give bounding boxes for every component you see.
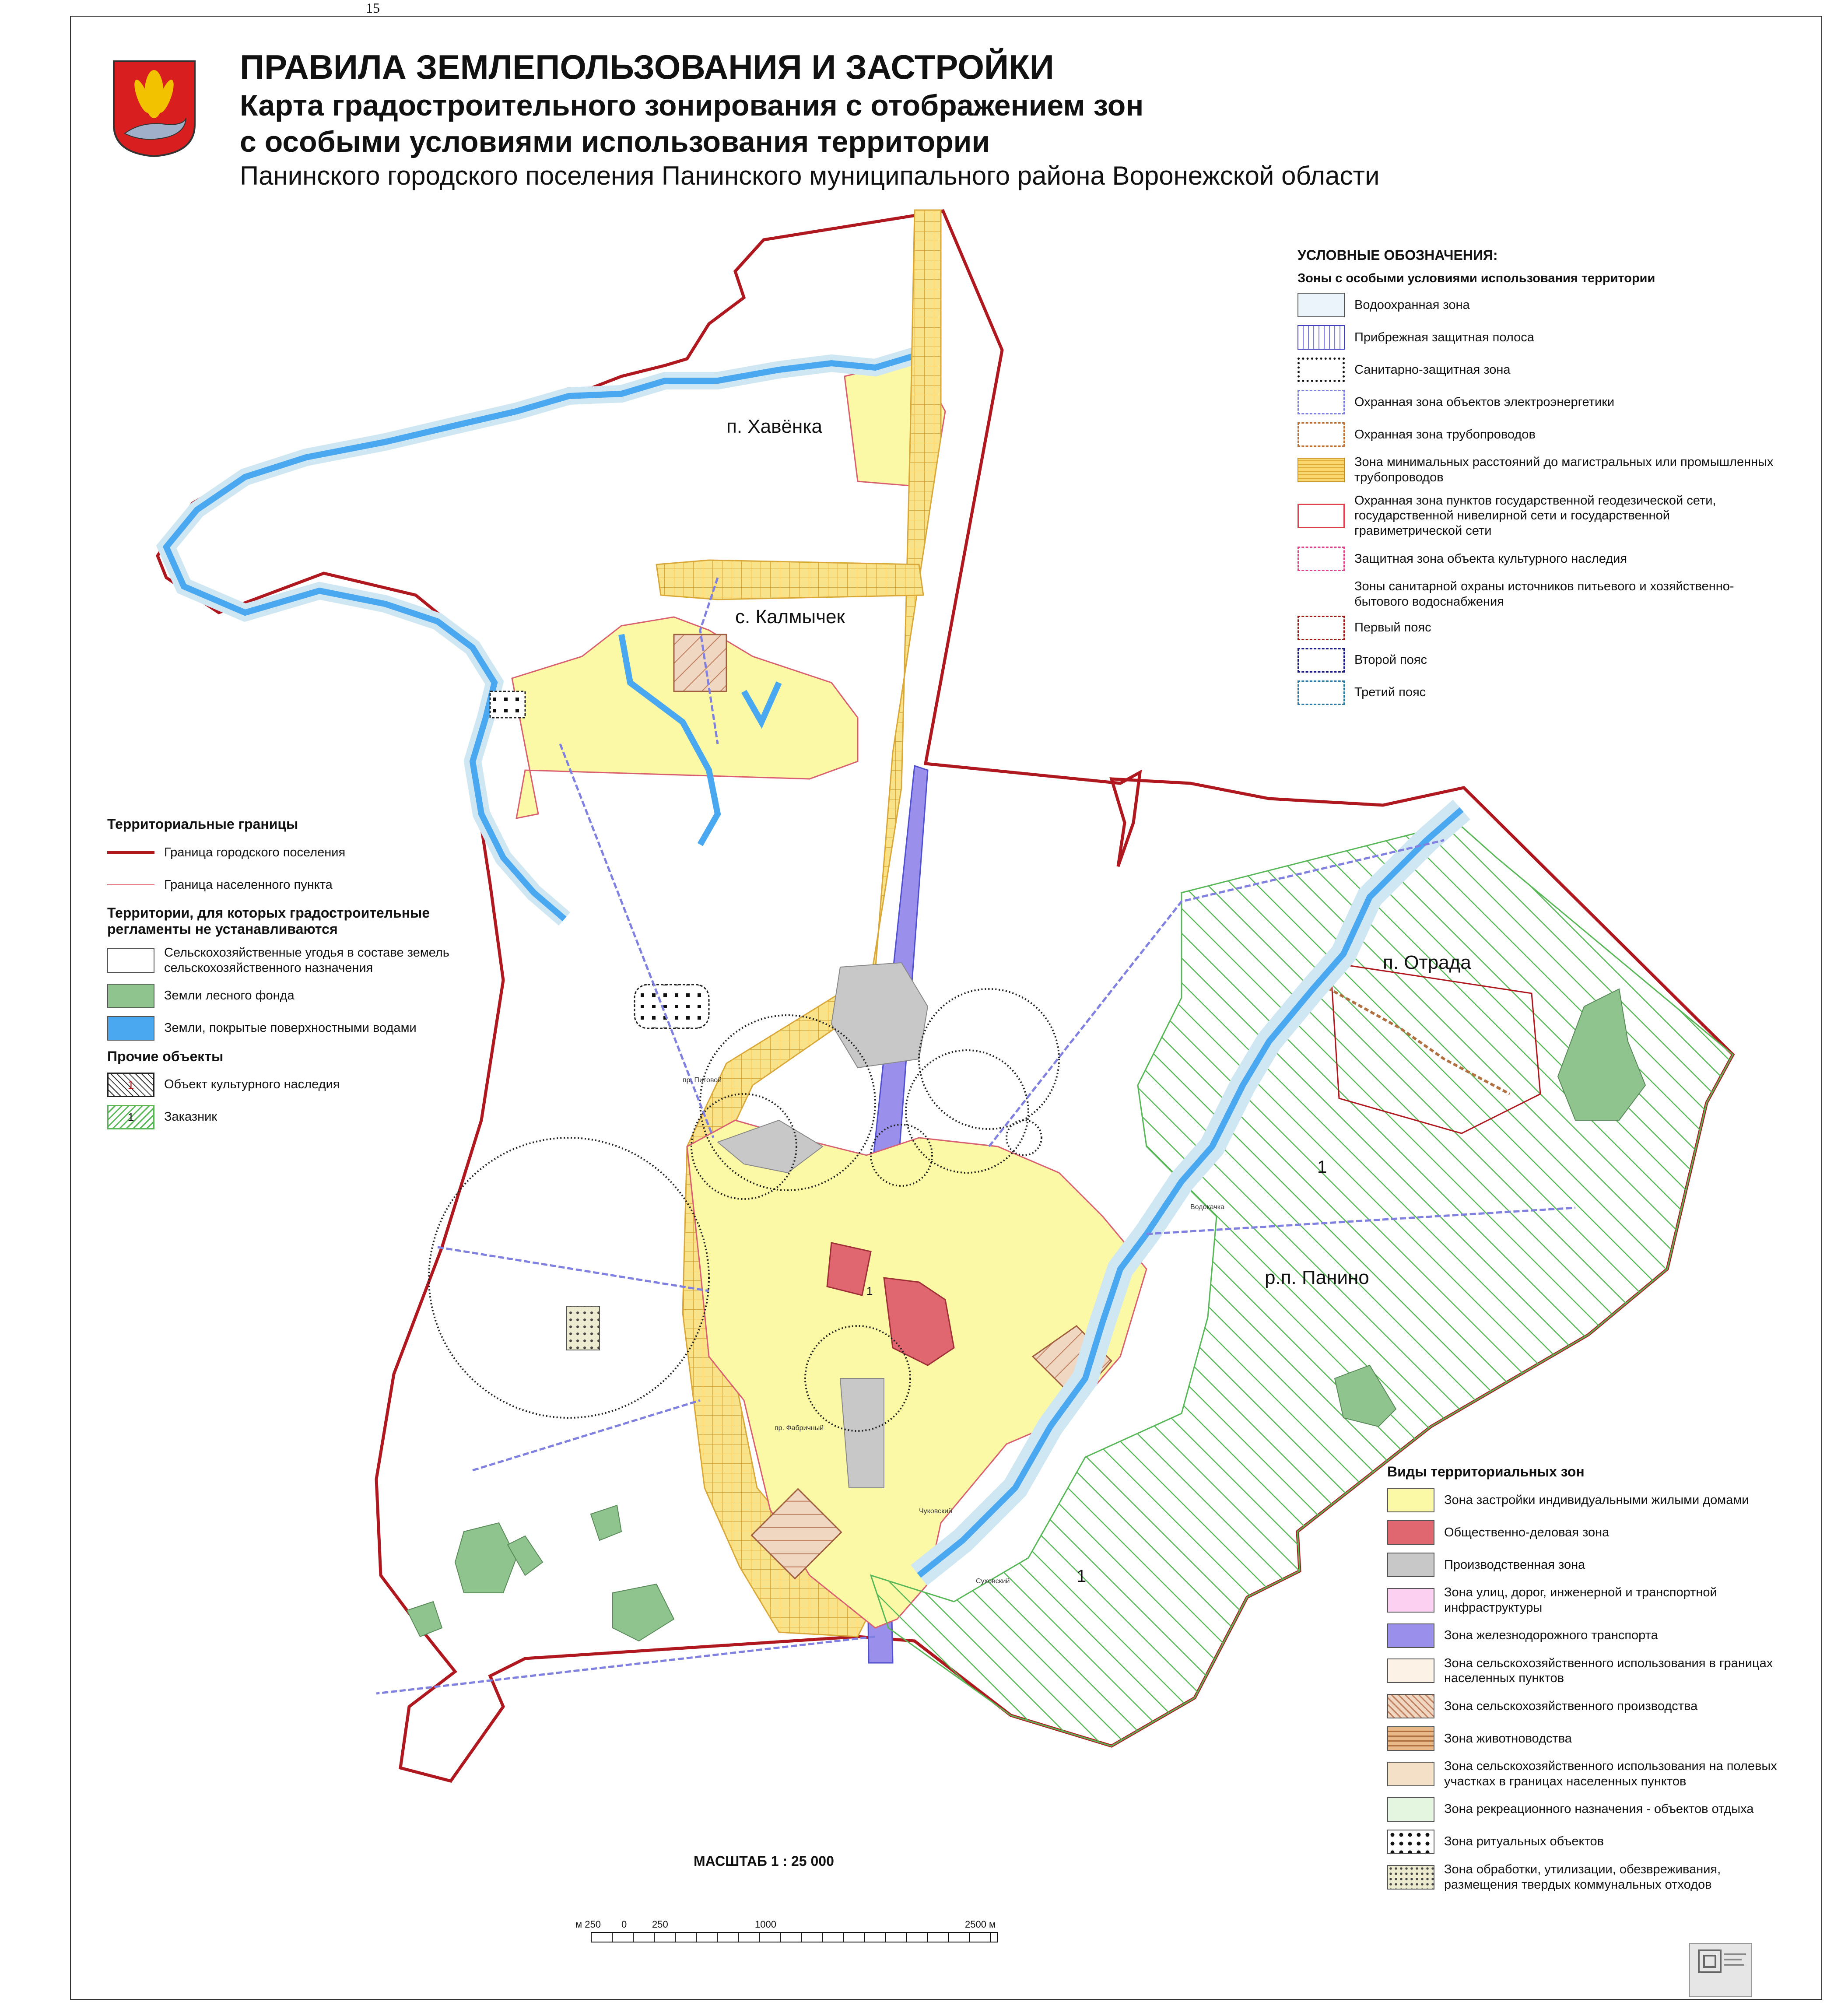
waste-zone-swatch	[1387, 1865, 1434, 1890]
legend-item: Зона улиц, дорог, инженерной и транспортной инфраструктуры	[1387, 1585, 1790, 1616]
legend-item: Прибрежная защитная полоса	[1297, 325, 1779, 350]
pipeline-zone-swatch	[1297, 422, 1345, 447]
legend-item: Защитная зона объекта культурного наследия	[1297, 547, 1779, 571]
legend-item: Зона сельскохозяйственного использования в границах населенных пунктов	[1387, 1656, 1790, 1686]
street-label: Водокачка	[1190, 1203, 1224, 1211]
field-plots-swatch	[1387, 1762, 1434, 1786]
public-business-swatch	[1387, 1520, 1434, 1545]
farmland-swatch	[107, 948, 154, 973]
scale-tick: 0	[621, 1919, 627, 1930]
street-label: Суховский	[976, 1578, 1010, 1585]
power-zone-swatch	[1297, 390, 1345, 414]
place-label-khavenka: п. Хавёнка	[726, 416, 822, 437]
legend-item: Зона рекреационного назначения - объектов отдыха	[1387, 1797, 1790, 1822]
street-label: пр. Фабричный	[775, 1424, 824, 1432]
cemetery-zone	[635, 985, 709, 1028]
legend-item: Зона минимальных расстояний до магистральных или промышленных трубопроводов	[1297, 455, 1779, 485]
legend-item: Охранная зона пунктов государственной геодезической сети, государственной нивелирной сети и государственной гравиметрической сети	[1297, 493, 1779, 539]
legend-item: Зона сельскохозяйственного производства	[1387, 1694, 1790, 1718]
boundaries-heading: Территориальные границы	[107, 816, 298, 832]
legend-item: Граница городского поселения	[107, 840, 501, 865]
title-line-4: Панинского городского поселения Панинского муниципального района Воронежской области	[240, 161, 1380, 190]
title-line-2: Карта градостроительного зонирования с отображением зон	[240, 89, 1144, 123]
railway-zone-swatch	[1387, 1623, 1434, 1648]
heritage-protection-swatch	[1297, 547, 1345, 571]
first-belt-swatch	[1297, 616, 1345, 640]
legend-item: Первый пояс	[1297, 616, 1779, 640]
third-belt-swatch	[1297, 680, 1345, 705]
legend-item: Зона железнодорожного транспорта	[1387, 1623, 1790, 1648]
legend-item: Зона ритуальных объектов	[1387, 1830, 1790, 1854]
locality-boundary-swatch	[107, 873, 154, 897]
agri-production-swatch	[1387, 1694, 1434, 1718]
legend-item: Зона застройки индивидуальными жилыми домами	[1387, 1488, 1790, 1512]
legend-item: Общественно-деловая зона	[1387, 1520, 1790, 1545]
legend-item: Охранная зона объектов электроэнергетики	[1297, 390, 1779, 414]
heritage-object-swatch: 1	[107, 1073, 154, 1097]
kalmychek-agri-production	[674, 635, 726, 691]
other-objects-heading: Прочие объекты	[107, 1048, 224, 1064]
reserve-swatch: 1	[107, 1105, 154, 1129]
streets-zone-swatch	[1387, 1588, 1434, 1613]
publisher-logo-icon	[1689, 1943, 1752, 1997]
street-label: Чуковский	[919, 1508, 952, 1515]
production-zone-swatch	[1387, 1553, 1434, 1577]
geodesy-swatch	[1297, 504, 1345, 528]
residential-zone-swatch	[1387, 1488, 1434, 1512]
livestock-swatch	[1387, 1726, 1434, 1751]
sanitary-zone-swatch	[1297, 358, 1345, 382]
scale-bar	[591, 1932, 998, 1942]
legend-item: Второй пояс	[1297, 648, 1779, 673]
scale-tick: 1000	[755, 1919, 776, 1930]
legend-item: Зона сельскохозяйственного использования на полевых участках в границах населенных пунктов	[1387, 1759, 1790, 1789]
zone-number: 1	[1077, 1567, 1087, 1586]
scale-title: МАСШТАБ 1 : 25 000	[694, 1853, 834, 1869]
place-label-kalmychek: с. Калмычек	[735, 606, 845, 628]
second-belt-swatch	[1297, 648, 1345, 673]
zones-heading: Виды территориальных зон	[1387, 1464, 1585, 1480]
waste-zone	[567, 1306, 600, 1350]
legend-subheading: Зоны с особыми условиями использования территории	[1297, 271, 1655, 285]
zone-number: 1	[1317, 1157, 1327, 1177]
legend-item: 1 Объект культурного наследия	[107, 1073, 501, 1097]
surface-water-swatch	[107, 1016, 154, 1041]
legend-special-zones	[1297, 247, 1779, 713]
legend-boundaries	[107, 816, 501, 1137]
legend-item: Земли лесного фонда	[107, 984, 501, 1008]
water-protection-swatch	[1297, 293, 1345, 317]
zone-number: 1	[866, 1284, 873, 1297]
legend-item: Производственная зона	[1387, 1553, 1790, 1577]
recreation-swatch	[1387, 1797, 1434, 1822]
legend-zone-types	[1387, 1464, 1790, 1900]
settlement-boundary-swatch	[107, 840, 154, 865]
title-line-3: с особыми условиями использования территории	[240, 125, 990, 158]
legend-item: Водоохранная зона	[1297, 293, 1779, 317]
legend-item: Сельскохозяйственные угодья в составе земель сельскохозяйственного назначения	[107, 945, 501, 976]
legend-item: Земли, покрытые поверхностными водами	[107, 1016, 501, 1041]
legend-item: Санитарно-защитная зона	[1297, 358, 1779, 382]
page-number: 15	[366, 0, 380, 16]
ritual-zone-swatch	[1387, 1830, 1434, 1854]
no-regulation-heading: Территории, для которых градостроительные регламенты не устанавливаются	[107, 905, 430, 937]
legend-heading: УСЛОВНЫЕ ОБОЗНАЧЕНИЯ:	[1297, 247, 1498, 263]
place-label-otrada: п. Отрада	[1383, 952, 1471, 973]
agri-in-settlement-swatch	[1387, 1658, 1434, 1683]
place-label-panino: р.п. Панино	[1265, 1267, 1369, 1288]
legend-item: Зона обработки, утилизации, обезвреживания, размещения твердых коммунальных отходов	[1387, 1862, 1790, 1893]
legend-item: Граница населенного пункта	[107, 873, 501, 897]
legend-item: Третий пояс	[1297, 680, 1779, 705]
min-distance-swatch	[1297, 458, 1345, 482]
sanitary-belts-heading: Зоны санитарной охраны источников питьевого и хозяйственно-бытового водоснабжения	[1354, 579, 1734, 609]
legend-item: 1 Заказник	[107, 1105, 501, 1129]
street-label: пр. Питовой	[683, 1076, 722, 1084]
legend-item: Охранная зона трубопроводов	[1297, 422, 1779, 447]
title-main: ПРАВИЛА ЗЕМЛЕПОЛЬЗОВАНИЯ И ЗАСТРОЙКИ	[240, 48, 1054, 86]
legend-item: Зона животноводства	[1387, 1726, 1790, 1751]
forest-fund-swatch	[107, 984, 154, 1008]
scale-tick: 250	[652, 1919, 668, 1930]
scale-tick: м 250	[575, 1919, 601, 1930]
scale-tick: 2500 м	[965, 1919, 996, 1930]
coastal-strip-swatch	[1297, 325, 1345, 350]
